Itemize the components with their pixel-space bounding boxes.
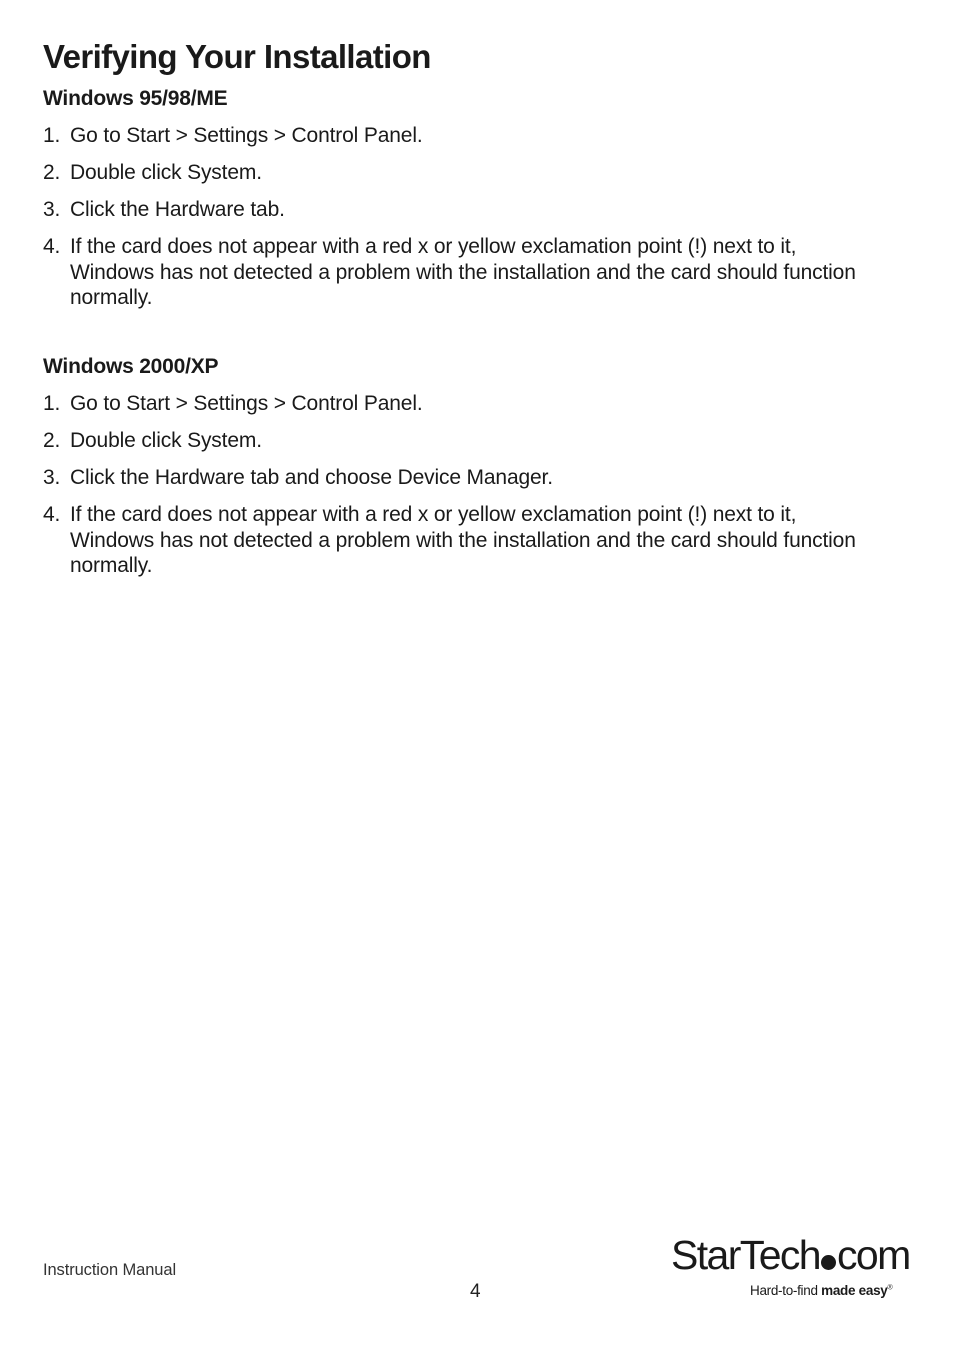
list-item [43,502,883,579]
list-item [43,428,883,454]
list-item [43,465,883,491]
step-text: Click the Hardware tab. [70,198,285,221]
step-text: Click the Hardware tab and choose Device Manager. [70,466,553,489]
list-item [43,123,883,149]
step-number: 3. [43,466,61,489]
step-number: 2. [43,161,61,184]
steps-list-win2000 [43,391,883,590]
step-text: Double click System. [70,429,262,452]
section-heading-win2000: Windows 2000/XP [43,355,219,378]
step-text: If the card does not appear with a red x or yellow exclamation point (!) next to it, Windows has not detected a problem with the installation and the card should function normally. [70,503,856,577]
steps-list-win95 [43,123,883,322]
step-number: 4. [43,503,61,526]
step-text: Go to Start > Settings > Control Panel. [70,392,423,415]
logo-tagline [750,1283,892,1298]
startech-logo [671,1232,911,1304]
footer-label: Instruction Manual [43,1261,177,1279]
trademark-symbol: ® [887,1284,893,1292]
list-item [43,234,883,311]
tagline-bold: made easy [821,1283,888,1298]
step-number: 3. [43,198,61,221]
list-item [43,197,883,223]
step-number: 2. [43,429,61,452]
logo-wordmark [671,1232,910,1278]
step-number: 1. [43,124,61,147]
logo-dot-icon [821,1255,836,1270]
step-text: If the card does not appear with a red x or yellow exclamation point (!) next to it, Windows has not detected a problem with the installation and the card should function normally. [70,235,856,309]
page-title: Verifying Your Installation [43,38,431,75]
step-number: 1. [43,392,61,415]
tagline-regular: Hard-to-find [750,1283,818,1298]
logo-brand-prefix: StarTech [671,1232,820,1278]
step-number: 4. [43,235,61,258]
list-item [43,391,883,417]
step-text: Double click System. [70,161,262,184]
section-heading-win95: Windows 95/98/ME [43,87,228,110]
page-number: 4 [470,1281,481,1302]
logo-brand-suffix: com [837,1232,910,1278]
step-text: Go to Start > Settings > Control Panel. [70,124,423,147]
list-item [43,160,883,186]
